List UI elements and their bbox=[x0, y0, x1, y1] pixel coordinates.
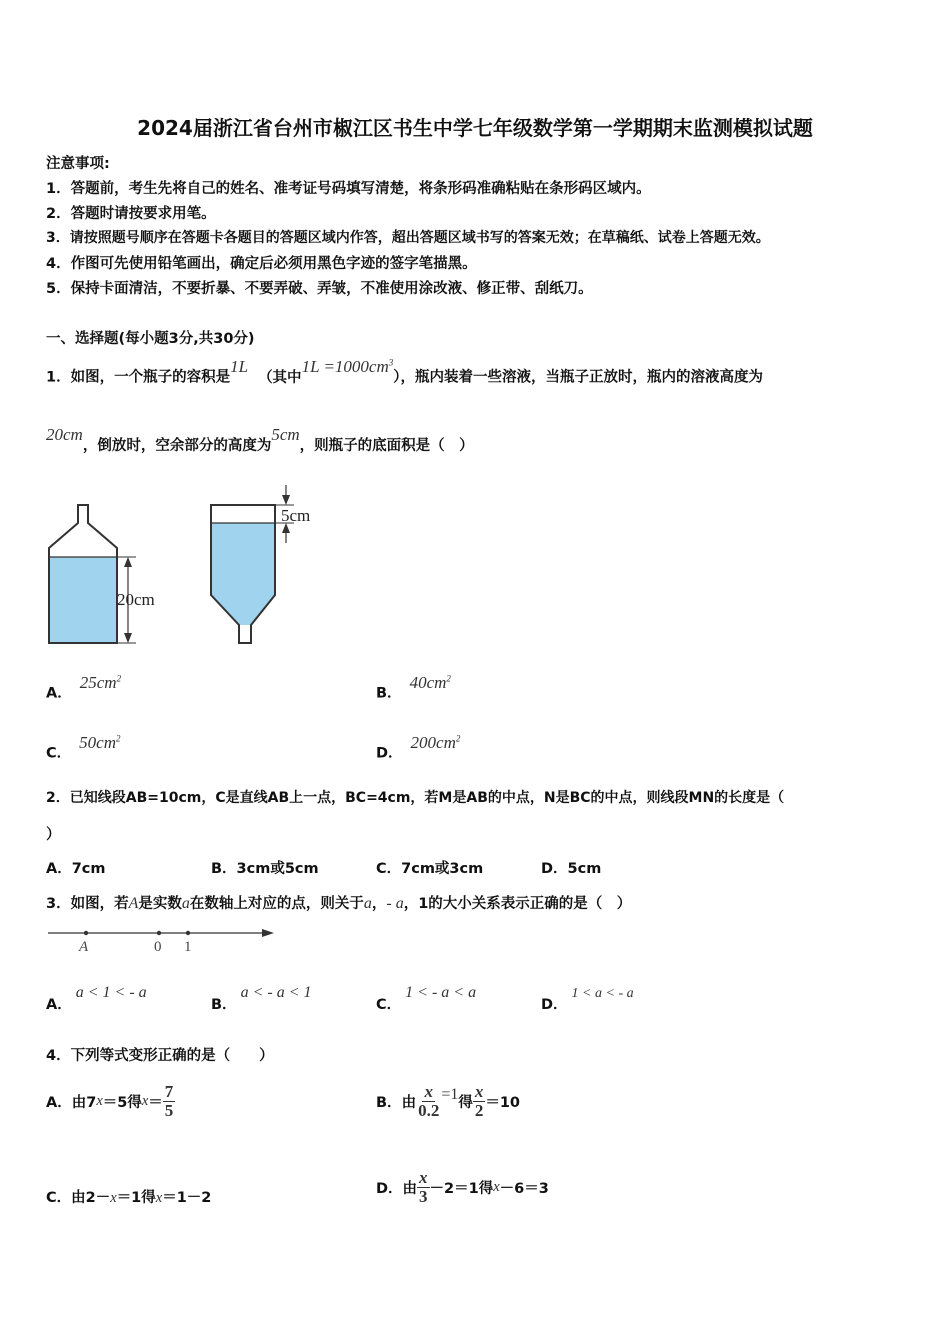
label-20cm: 20cm bbox=[117, 590, 155, 609]
question-1-line-2: 20cm，倒放时，空余部分的高度为5cm，则瓶子的底面积是（ ） bbox=[46, 425, 474, 454]
label-5cm: 5cm bbox=[281, 506, 311, 525]
question-3-stem: 3．如图，若A是实数a在数轴上对应的点，则关于a，- a，1的大小关系表示正确的是（ ） bbox=[46, 895, 632, 912]
q3-option-b[interactable]: B．a < - a < 1 bbox=[211, 984, 312, 1013]
fraction-x-2: $\frac{x}{2}$ bbox=[474, 1081, 484, 1120]
q2-option-b[interactable]: B．3cm或5cm bbox=[211, 861, 319, 877]
notice-item: 1．答题前，考生先将自己的姓名、准考证号码填写清楚，将条形码准确粘贴在条形码区域内。 bbox=[46, 181, 651, 197]
notice-item: 3．请按照题号顺序在答题卡各题目的答题区域内作答，超出答题区域书写的答案无效；在草稿纸、试卷上答题无效。 bbox=[46, 230, 770, 246]
bottle-figure bbox=[44, 483, 334, 653]
page-title: 2024届浙江省台州市椒江区书生中学七年级数学第一学期期末监测模拟试题 bbox=[137, 116, 813, 140]
q3-option-d[interactable]: D．1 < a < - a bbox=[541, 986, 634, 1013]
q4-option-c[interactable]: C．由2－x＝1得x＝1－2 bbox=[46, 1190, 212, 1206]
axis-label-0: 0 bbox=[154, 939, 162, 955]
question-2-line-1: 2．已知线段AB=10cm，C是直线AB上一点，BC=4cm，若M是AB的中点，N是BC的中点，则线段MN的长度是（ bbox=[46, 790, 785, 806]
q1-option-b[interactable]: B．$40cm^2$ bbox=[376, 672, 451, 702]
q2-option-c[interactable]: C．7cm或3cm bbox=[376, 861, 484, 877]
question-2-line-2: ） bbox=[46, 827, 61, 843]
notice-heading: 注意事项: bbox=[46, 156, 110, 172]
q1-option-c[interactable]: C．$50cm^2$ bbox=[46, 732, 121, 762]
question-4-stem: 4．下列等式变形正确的是（ ） bbox=[46, 1048, 274, 1064]
q1-option-a[interactable]: A．$25cm^2$ bbox=[46, 672, 122, 702]
fraction-x-3: $\frac{x}{3}$ bbox=[419, 1167, 428, 1206]
notice-item: 5．保持卡面清洁，不要折暴、不要弄破、弄皱，不准使用涂改液、修正带、刮纸刀。 bbox=[46, 281, 593, 297]
q3-option-a[interactable]: A．a < 1 < - a bbox=[46, 984, 147, 1013]
q4-option-b[interactable]: B． 由 $\frac{x}{0.2}$ =1 得 $\frac{x}{2}$ ＝10 bbox=[376, 1081, 521, 1120]
axis-label-1: 1 bbox=[184, 939, 192, 955]
fraction-x-0.2: $\frac{x}{0.2}$ bbox=[418, 1081, 440, 1120]
axis-label-a: A bbox=[79, 939, 89, 955]
notice-item: 2．答题时请按要求用笔。 bbox=[46, 206, 216, 222]
fraction-7-5: $\frac{7}{5}$ bbox=[164, 1081, 174, 1120]
number-line-figure bbox=[44, 922, 284, 962]
notice-item: 4．作图可先使用铅笔画出，确定后必须用黑色字迹的签字笔描黑。 bbox=[46, 256, 477, 272]
q2-option-d[interactable]: D．5cm bbox=[541, 861, 602, 877]
q3-option-c[interactable]: C．1 < - a < a bbox=[376, 984, 477, 1013]
q1-option-d[interactable]: D．$200cm^2$ bbox=[376, 732, 461, 762]
math-1L: 1L bbox=[230, 356, 249, 376]
section-heading: 一、选择题(每小题3分,共30分) bbox=[46, 331, 255, 347]
q4-option-d[interactable]: D． 由 $\frac{x}{3}$ －2＝1得 x －6＝3 bbox=[376, 1167, 549, 1206]
q4-option-a[interactable]: A． 由7 x ＝5得 x ＝ $\frac{7}{5}$ bbox=[46, 1081, 174, 1120]
bottle-upright bbox=[49, 505, 155, 643]
question-1-line-1: 1．如图，一个瓶子的容积是1L（其中$1L =1000cm^3$），瓶内装着一些溶液，当瓶子正放时，瓶内的溶液高度为 bbox=[46, 356, 764, 386]
bottle-inverted bbox=[211, 485, 310, 643]
q2-option-a[interactable]: A．7cm bbox=[46, 861, 106, 877]
